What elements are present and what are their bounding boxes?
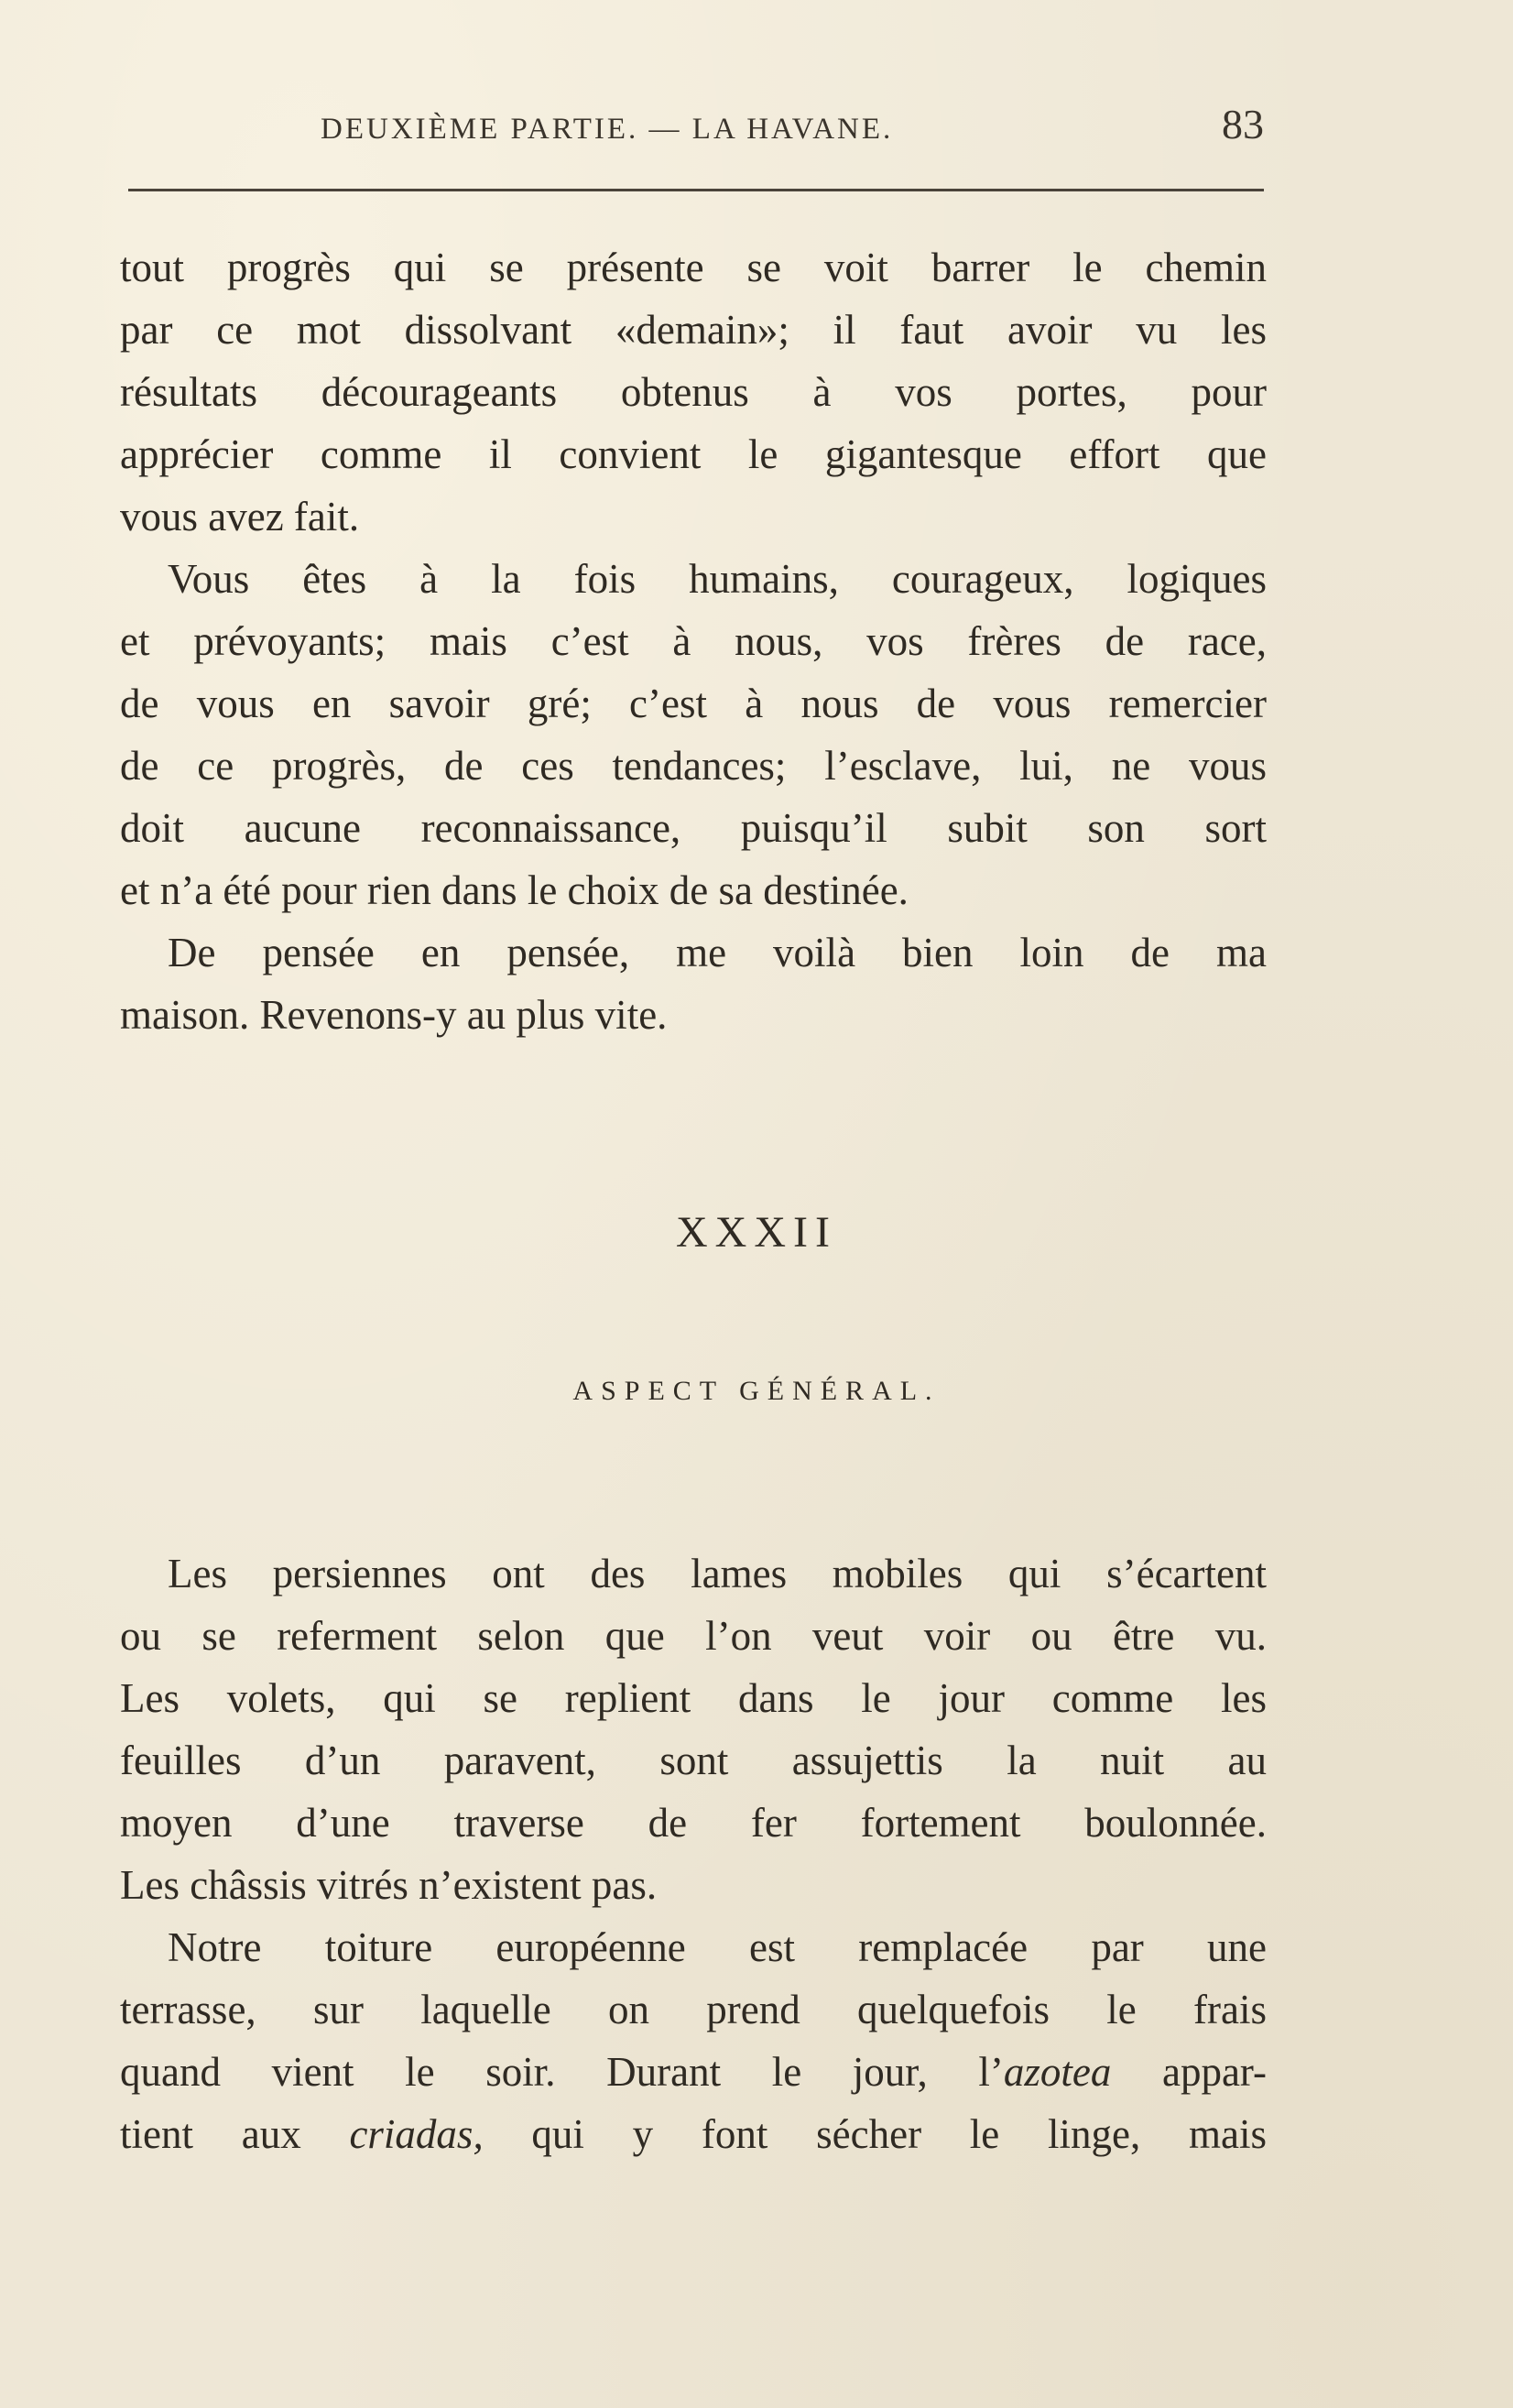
text-line: tout progrès qui se présente se voit barrer le chemin xyxy=(120,245,1267,290)
text-segment: qui y font sécher le linge, mais xyxy=(483,2111,1267,2157)
text-line xyxy=(120,2041,1267,2103)
chapter-number: XXXII xyxy=(676,1208,837,1257)
header-rule xyxy=(128,189,1264,191)
page-number: 83 xyxy=(1222,101,1264,147)
text-segment: quand vient le soir. Durant le jour, l’ xyxy=(120,2049,1004,2095)
text-line: ou se referment selon que l’on veut voir ou être vu. xyxy=(120,1613,1267,1659)
paragraph-continuation xyxy=(120,236,1267,548)
text-segment: appar- xyxy=(1111,2049,1267,2095)
text-line: Les volets, qui se replient dans le jour comme les xyxy=(120,1675,1267,1721)
text-line: De pensée en pensée, me voilà bien loin de ma xyxy=(168,930,1267,975)
text-line: terrasse, sur laquelle on prend quelquefois le frais xyxy=(120,1987,1267,2032)
paragraph xyxy=(120,1542,1267,1916)
paragraph xyxy=(120,921,1267,1046)
text-line: et n’a été pour rien dans le choix de sa destinée. xyxy=(120,867,909,913)
text-line: Notre toiture européenne est remplacée par une xyxy=(168,1924,1267,1970)
text-line: feuilles d’un paravent, sont assujettis la nuit au xyxy=(120,1738,1267,1783)
text-line: moyen d’une traverse de fer fortement boulonnée. xyxy=(120,1800,1267,1846)
text-line: de vous en savoir gré; c’est à nous de vous remercier xyxy=(120,681,1267,726)
text-line: résultats décourageants obtenus à vos portes, pour xyxy=(120,369,1267,415)
running-title: DEUXIÈME PARTIE. — LA HAVANE. xyxy=(321,113,894,146)
text-line: par ce mot dissolvant «demain»; il faut avoir vu les xyxy=(120,307,1267,353)
text-segment: tient aux xyxy=(120,2111,350,2157)
running-head xyxy=(119,96,1264,151)
italic-term: criadas, xyxy=(349,2111,484,2157)
text-line: de ce progrès, de ces tendances; l’esclave, lui, ne vous xyxy=(120,743,1267,789)
text-line: vous avez fait. xyxy=(120,494,360,539)
text-line: Vous êtes à la fois humains, courageux, logiques xyxy=(168,556,1267,602)
text-line xyxy=(120,2103,1267,2165)
text-line: maison. Revenons-y au plus vite. xyxy=(120,992,668,1038)
paragraph xyxy=(120,548,1267,921)
text-line: doit aucune reconnaissance, puisqu’il subit son sort xyxy=(120,805,1267,851)
text-line: et prévoyants; mais c’est à nous, vos frères de race, xyxy=(120,618,1267,664)
text-line: Les persiennes ont des lames mobiles qui s’écartent xyxy=(168,1551,1267,1596)
text-line: Les châssis vitrés n’existent pas. xyxy=(120,1862,658,1908)
paragraph xyxy=(120,1916,1267,2165)
text-line: apprécier comme il convient le gigantesque effort que xyxy=(120,431,1267,477)
chapter-title: ASPECT GÉNÉRAL. xyxy=(572,1376,941,1406)
italic-term: azotea xyxy=(1003,2049,1112,2095)
